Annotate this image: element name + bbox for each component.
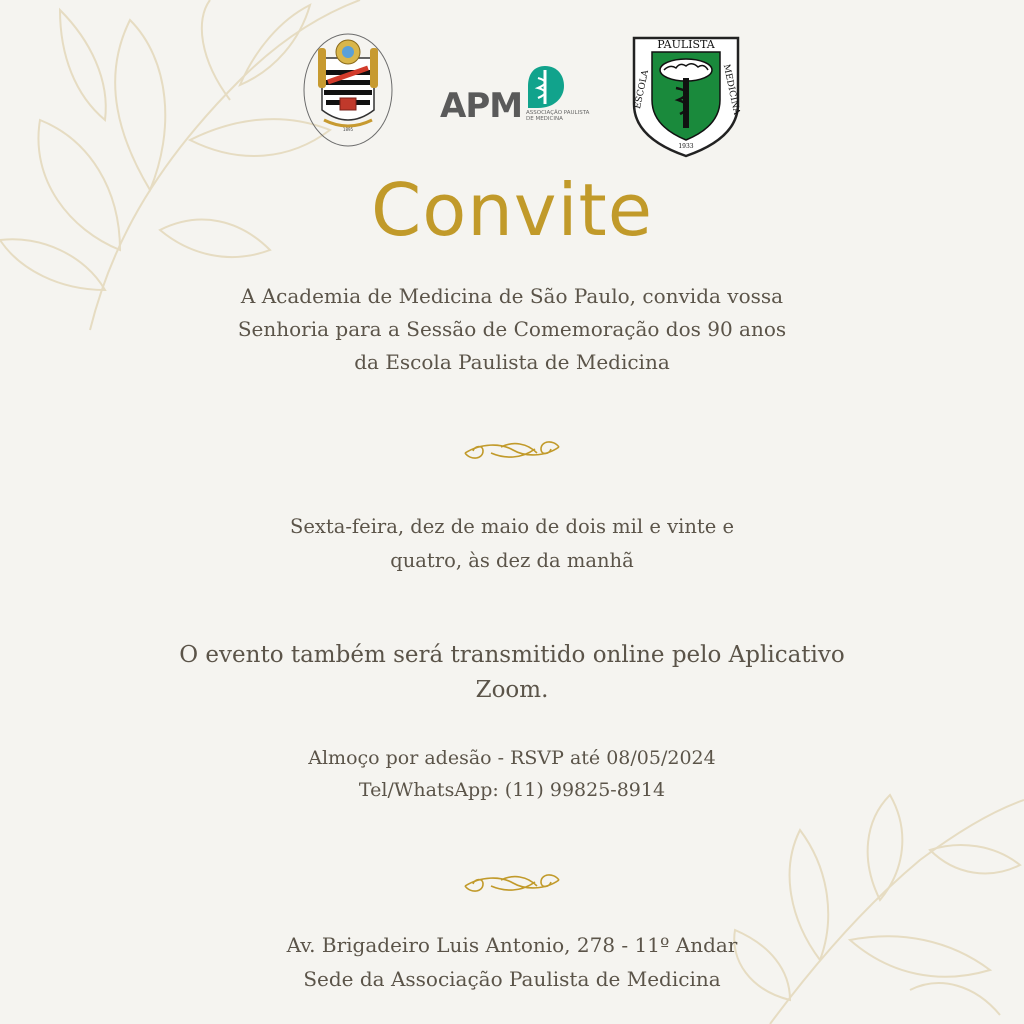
online-notice [0,638,1024,708]
invitation-title: Convite [370,168,654,252]
academia-logo-label [298,150,398,151]
apm-logo-subtitle: ASSOCIAÇÃO PAULISTA DE MEDICINA [526,110,590,122]
contact-phone: Tel/WhatsApp: (11) 99825-8914 [358,779,666,801]
online-notice-line: Zoom. [475,677,549,703]
online-notice-line: O evento também será transmitido online pelo Aplicativo [179,642,845,668]
gold-flourish-divider [461,435,563,465]
epm-year-text: 1933 [678,143,694,150]
rsvp-info [0,742,1024,806]
rsvp-line: Almoço por adesão - RSVP até 08/05/2024 [308,747,716,769]
invitation-line: A Academia de Medicina de São Paulo, convida vossa [240,284,784,308]
event-date [0,510,1024,578]
event-date-line: quatro, às dez da manhã [390,549,634,572]
invitation-message [0,280,1024,379]
epm-top-text: PAULISTA [657,38,715,51]
epm-right-text: MEDICINA [720,63,742,116]
event-date-line: Sexta-feira, dez de maio de dois mil e vinte e [289,515,734,538]
apm-caduceus-icon [524,64,566,110]
invitation-line: Senhoria para a Sessão de Comemoração dos 90 anos [237,317,787,341]
event-address [0,928,1024,996]
address-line: Av. Brigadeiro Luis Antonio, 278 - 11º Andar [286,933,738,957]
epm-left-text: ESCOLA [633,69,652,110]
escola-paulista-medicina-shield-logo [630,34,742,158]
apm-logo-acronym: APM [440,86,523,126]
apm-logo [438,62,590,128]
invitation-line: da Escola Paulista de Medicina [354,350,670,374]
venue-name: Sede da Associação Paulista de Medicina [303,967,721,991]
gold-flourish-divider [461,868,563,898]
academia-medicina-crest-logo [298,30,398,156]
svg-text:1895: 1895 [342,127,354,132]
